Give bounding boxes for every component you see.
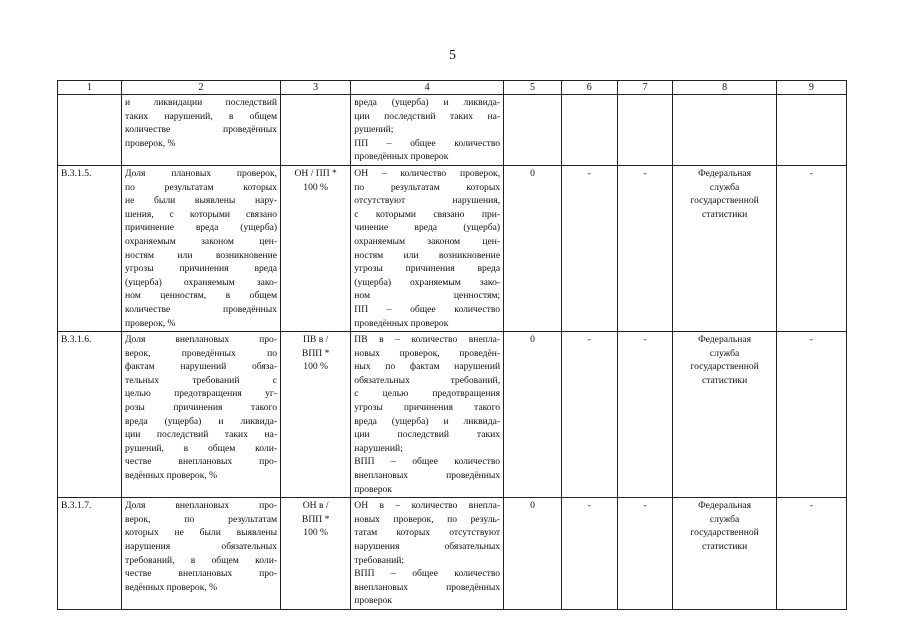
cell-line: ведённых проверок, % [125,581,218,593]
cell-line: ВПП * [301,513,330,525]
cell-line: чинение вреда (ущерба) [354,222,501,234]
cell-line: государственной [690,527,759,539]
cell-line: ции последствий таких [354,429,501,441]
cell-line: ПВ в – количество внепла- [354,334,501,346]
cell-value: - [587,500,591,512]
cell-line: верок, проведённых по [125,347,278,359]
column-6-value [561,332,617,498]
col-header: 9 [776,81,846,95]
cell-line: не были выявлены нару- [125,195,278,207]
cell-line: ПВ в / [302,334,329,346]
cell-line: ВПП – общее количество [354,456,501,468]
data-source [673,95,776,166]
cell-line: 100 % [303,527,329,539]
cell-line: Доля внеплановых про- [125,500,278,512]
cell-value: В.3.1.5. [61,167,92,179]
cell-line: с целью предотвращения [354,388,501,400]
cell-value: 0 [530,334,535,346]
formula-definitions [351,165,504,331]
cell-line: статистики [701,541,748,552]
cell-line: отсутствуют нарушения, [354,195,501,207]
cell-line: угрозы причинения вреда [354,263,501,275]
cell-line: ном ценностям, в общем [125,290,278,302]
target-value [504,332,562,498]
cell-line: тельных требований с [125,374,278,386]
cell-line: верок, по результатам [125,513,278,525]
cell-line: внеплановых проведённых [354,581,501,593]
cell-line: проверок, % [125,317,176,329]
column-6-value [561,498,617,610]
column-7-value [617,165,673,331]
cell-line: внеплановых проведённых [354,470,501,482]
column-7-value [617,332,673,498]
target-value [504,95,562,166]
cell-line: служба [709,347,740,359]
cell-line: обязательных требований, [354,374,501,386]
col-header: 2 [122,81,281,95]
table-row [58,165,847,331]
cell-line: ПП – общее количество [354,303,501,315]
column-9-value [776,95,846,166]
cell-line: количестве проведённых [125,124,278,136]
col-header: 8 [673,81,776,95]
target-value [504,165,562,331]
data-source [673,165,776,331]
cell-line: татам которых отсутствуют [354,527,501,539]
cell-line: честве внеплановых про- [125,568,278,580]
cell-line: служба [709,513,740,525]
cell-line: статистики [701,208,748,220]
indicator-description [122,332,281,498]
cell-value: В.3.1.6. [61,334,92,346]
col-header: 4 [351,81,504,95]
col-header: 6 [561,81,617,95]
cell-line: Федеральная [698,334,752,346]
cell-line: рушений; [354,124,394,136]
indicator-description [122,498,281,610]
cell-line: (ущерба) охраняемым зако- [125,276,278,288]
column-7-value [617,95,673,166]
cell-line: проведённых проверок [354,317,449,329]
column-9-value [776,332,846,498]
cell-line: государственной [690,361,759,373]
cell-line: которых не были выявлены [125,527,278,539]
cell-value: - [809,167,813,179]
column-6-value [561,165,617,331]
indicator-code [58,332,122,498]
cell-line: статистики [701,374,748,386]
column-6-value [561,95,617,166]
cell-line: нарушения обязательных [125,541,278,552]
cell-line: проверок [354,595,392,607]
cell-line: вреда (ущерба) и ликвида- [354,415,501,427]
cell-line: требований, в общем коли- [125,554,278,566]
cell-line: (ущерба) охраняемым зако- [354,276,501,288]
data-source [673,332,776,498]
indicators-table [57,80,847,610]
cell-line: проверок, % [125,137,176,149]
cell-value: - [587,334,591,346]
column-9-value [776,165,846,331]
formula-definitions [351,95,504,166]
cell-line: вреда (ущерба) и ликвида- [125,415,278,427]
cell-line: розы причинения такого [125,402,278,414]
cell-line: ции последствий таких на- [125,429,278,441]
page-number: 5 [449,48,456,63]
cell-line: ВПП * [301,347,330,359]
cell-line: новых проверок, по резуль- [354,513,501,525]
cell-value: - [587,167,591,179]
cell-line: вреда (ущерба) и ликвида- [354,97,501,108]
cell-line: с которыми связано при- [354,208,501,220]
cell-value: - [643,500,647,512]
column-9-value [776,498,846,610]
cell-line: служба [709,181,740,193]
indicator-code [58,95,122,166]
data-source [673,498,776,610]
cell-line: ных по фактам нарушений [354,361,501,373]
cell-line: честве внеплановых про- [125,456,278,468]
cell-line: проверок [354,483,392,495]
cell-line: Доля плановых проверок, [125,167,278,179]
col-header: 3 [281,81,351,95]
indicator-formula [281,498,351,610]
cell-line: ном ценностям; [354,290,501,302]
cell-line: нарушений; [354,442,403,454]
cell-line: Федеральная [698,500,752,512]
cell-line: требований; [354,554,405,566]
col-header: 7 [617,81,673,95]
cell-line: ОН в – количество внепла- [354,500,501,512]
cell-line: 100 % [303,181,329,193]
indicator-code [58,165,122,331]
cell-line: 100 % [303,361,329,373]
cell-value: В.3.1.7. [61,500,92,512]
cell-value: - [643,334,647,346]
cell-line: ВПП – общее количество [354,568,501,580]
indicator-formula [281,95,351,166]
cell-line: рушений, в общем коли- [125,442,278,454]
cell-line: ведённых проверок, % [125,470,218,482]
table-row [58,95,847,166]
table-row [58,498,847,610]
cell-line: ОН / ПП * [294,167,337,179]
cell-line: Федеральная [698,167,752,179]
cell-line: охраняемым законом цен- [354,235,501,247]
cell-line: ПП – общее количество [354,137,501,149]
cell-line: Доля внеплановых про- [125,334,278,346]
header-row [58,81,847,95]
cell-line: таких нарушений, в общем [125,110,278,122]
cell-value: - [809,334,813,346]
cell-line: ции последствий таких на- [354,110,501,122]
indicator-code [58,498,122,610]
column-7-value [617,498,673,610]
cell-line: охраняемым законом цен- [125,235,278,247]
cell-line: проведённых проверок [354,151,449,163]
cell-line: и ликвидации последствий [125,97,278,108]
indicator-description [122,165,281,331]
cell-line: угрозы причинения такого [354,402,501,414]
cell-value: - [809,500,813,512]
cell-line: количестве проведённых [125,303,278,315]
cell-line: фактам нарушений обяза- [125,361,278,373]
table-row [58,332,847,498]
cell-line: шения, с которыми связано [125,208,278,220]
cell-value: 0 [530,167,535,179]
cell-line: по результатам которых [354,181,501,193]
cell-line: новых проверок, проведён- [354,347,501,359]
indicator-formula [281,332,351,498]
cell-line: ностям или возникновение [354,249,501,261]
cell-line: причинение вреда (ущерба) [125,222,278,234]
target-value [504,498,562,610]
cell-line: угрозы причинения вреда [125,263,278,275]
cell-line: по результатам которых [125,181,278,193]
cell-line: государственной [690,195,759,207]
formula-definitions [351,332,504,498]
formula-definitions [351,498,504,610]
col-header: 5 [504,81,562,95]
cell-line: ОН в / [302,500,329,512]
cell-line: ностям или возникновение [125,249,278,261]
indicator-description [122,95,281,166]
cell-line: целью предотвращения уг- [125,388,278,400]
col-header: 1 [58,81,122,95]
cell-value: 0 [530,500,535,512]
cell-line: нарушения обязательных [354,541,501,552]
indicator-formula [281,165,351,331]
cell-value: - [643,167,647,179]
cell-line: ОН – количество проверок, [354,167,501,179]
